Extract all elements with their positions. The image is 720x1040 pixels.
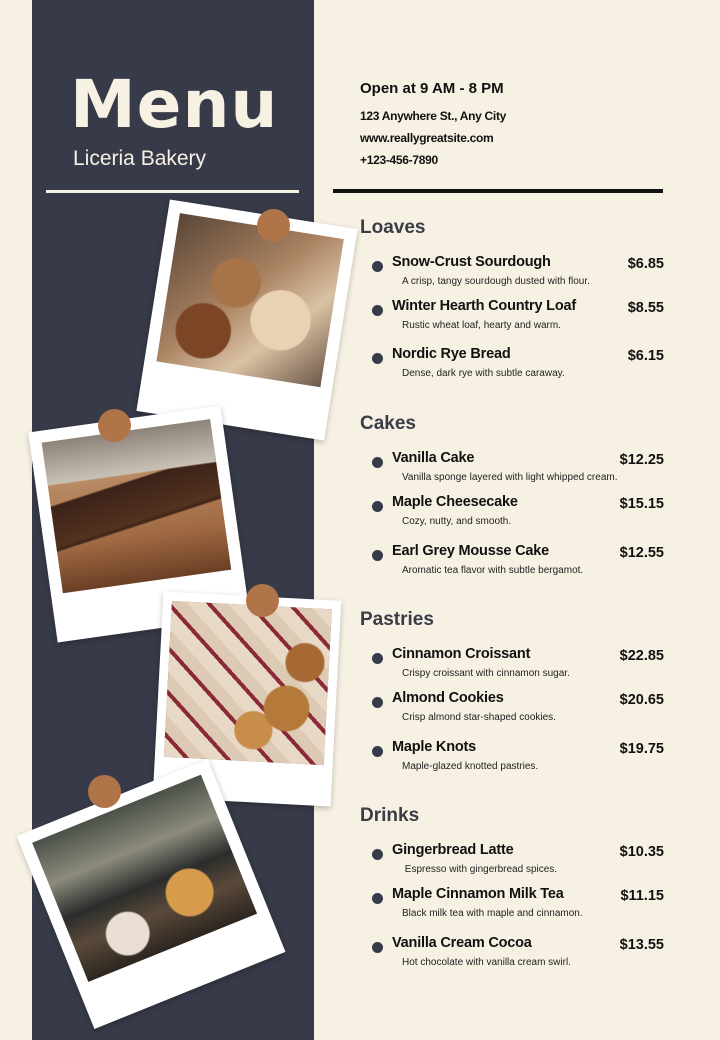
item-description: Maple-glazed knotted pastries. — [402, 761, 539, 772]
item-name: Winter Hearth Country Loaf — [392, 298, 576, 314]
pin-4 — [88, 775, 121, 808]
item-price: $11.15 — [620, 888, 664, 904]
item-description: Rustic wheat loaf, hearty and warm. — [402, 320, 561, 331]
phone-number: +123-456-7890 — [360, 153, 438, 167]
bullet-icon — [372, 653, 383, 664]
bullet-icon — [372, 261, 383, 272]
bullet-icon — [372, 501, 383, 512]
section-title-drinks: Drinks — [360, 805, 420, 826]
pin-1 — [257, 209, 290, 242]
item-description: Cozy, nutty, and smooth. — [402, 516, 512, 527]
item-name: Vanilla Cream Cocoa — [392, 935, 532, 951]
website-link[interactable]: www.reallygreatsite.com — [360, 131, 494, 145]
item-description: Dense, dark rye with subtle caraway. — [402, 368, 565, 379]
item-description: Vanilla sponge layered with light whipped cream. — [402, 472, 618, 483]
bullet-icon — [372, 697, 383, 708]
item-description: Hot chocolate with vanilla cream swirl. — [402, 957, 571, 968]
item-name: Vanilla Cake — [392, 450, 475, 466]
item-price: $12.25 — [619, 452, 664, 468]
item-description: Black milk tea with maple and cinnamon. — [402, 908, 583, 919]
item-price: $6.85 — [627, 256, 664, 272]
cake-photo — [42, 419, 231, 593]
item-name: Earl Grey Mousse Cake — [392, 543, 549, 559]
item-price: $10.35 — [619, 844, 664, 860]
pin-2 — [98, 409, 131, 442]
item-price: $22.85 — [619, 648, 664, 664]
bakery-name: Liceria Bakery — [73, 147, 207, 170]
section-title-cakes: Cakes — [360, 413, 416, 434]
bullet-icon — [372, 353, 383, 364]
item-price: $15.15 — [619, 496, 664, 512]
item-price: $20.65 — [619, 692, 664, 708]
item-name: Maple Cinnamon Milk Tea — [392, 886, 564, 902]
bullet-icon — [372, 457, 383, 468]
section-title-pastries: Pastries — [360, 609, 434, 630]
item-description: Espresso with gingerbread spices. — [402, 864, 558, 875]
right-divider — [333, 189, 663, 193]
section-title-loaves: Loaves — [360, 217, 426, 238]
item-price: $13.55 — [619, 937, 664, 953]
item-description: Aromatic tea flavor with subtle bergamot. — [402, 565, 584, 576]
bread-photo — [156, 213, 343, 387]
address: 123 Anywhere St., Any City — [360, 109, 507, 123]
item-description: Crisp almond star-shaped cookies. — [402, 712, 556, 723]
item-price: $8.55 — [627, 300, 664, 316]
bullet-icon — [372, 893, 383, 904]
item-price: $19.75 — [619, 741, 664, 757]
item-price: $6.15 — [627, 348, 664, 364]
pin-3 — [246, 584, 279, 617]
bullet-icon — [372, 550, 383, 561]
item-name: Nordic Rye Bread — [392, 346, 511, 362]
pastries-photo — [164, 601, 332, 765]
item-name: Maple Cheesecake — [392, 494, 518, 510]
bullet-icon — [372, 942, 383, 953]
item-name: Cinnamon Croissant — [392, 646, 531, 662]
item-price: $12.55 — [619, 545, 664, 561]
item-name: Almond Cookies — [392, 690, 504, 706]
item-description: Crispy croissant with cinnamon sugar. — [402, 668, 570, 679]
bullet-icon — [372, 849, 383, 860]
item-name: Snow-Crust Sourdough — [392, 254, 551, 270]
item-description: A crisp, tangy sourdough dusted with flour. — [402, 276, 590, 287]
item-name: Gingerbread Latte — [392, 842, 514, 858]
menu-title: Menu — [70, 66, 279, 143]
polaroid-bread — [136, 199, 357, 440]
opening-hours: Open at 9 AM - 8 PM — [360, 80, 504, 97]
bullet-icon — [372, 746, 383, 757]
left-divider — [46, 190, 299, 193]
item-name: Maple Knots — [392, 739, 476, 755]
bullet-icon — [372, 305, 383, 316]
